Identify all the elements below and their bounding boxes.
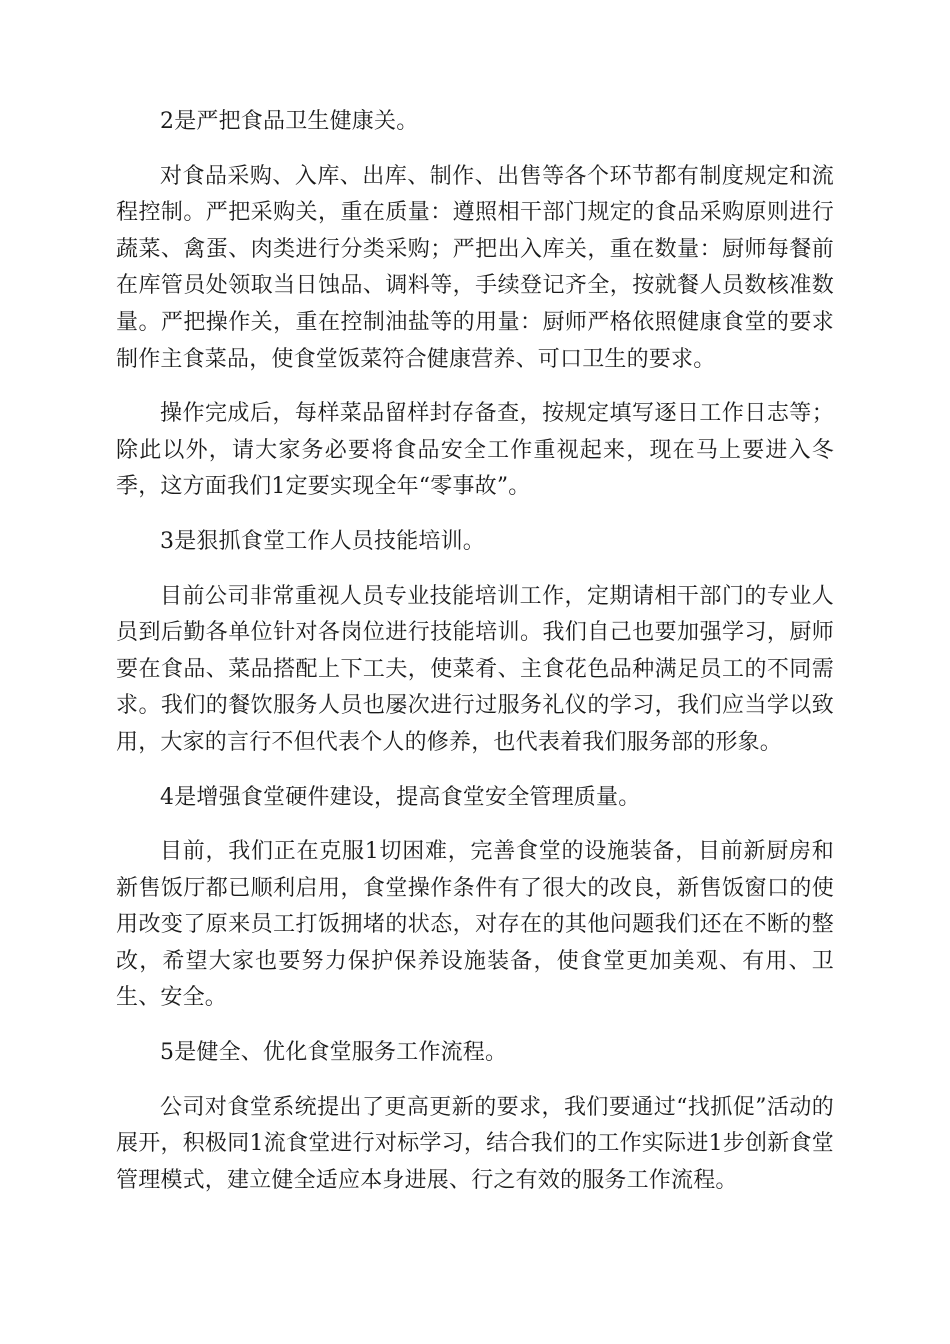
section-heading-3: 3是狠抓食堂工作人员技能培训。 [160, 528, 485, 554]
body-paragraph: 公司对食堂系统提出了更高更新的要求，我们要通过“找抓促”活动的展开，积极同1流食堂进行对标学习，结合我们的工作实际进1步创新食堂管理模式，建立健全适应本身进展、行之有效的服务工作流程。 [116, 1094, 834, 1193]
body-paragraph: 操作完成后，每样菜品留样封存备查，按规定填写逐日工作日志等；除此以外，请大家务必要将食品安全工作重视起来，现在马上要进入冬季，这方面我们1定要实现全年“零事故”。 [116, 401, 834, 500]
section-heading-2: 2是严把食品卫生健康关。 [160, 109, 419, 134]
body-paragraph: 目前，我们正在克服1切困难，完善食堂的设施装备，目前新厨房和新售饭厅都已顺利启用，食堂操作条件有了很大的改良，新售饭窗口的使用改变了原来员工打饭拥堵的状态，对存在的其他问题我们还在不断的整改，希望大家也要努力保护保养设施装备，使食堂更加美观、有用、卫生、安全。 [116, 839, 834, 1011]
body-paragraph: 对食品采购、入库、出库、制作、出售等各个环节都有制度规定和流程控制。严把采购关，重在质量：遵照相干部门规定的食品采购原则进行蔬菜、禽蛋、肉类进行分类采购；严把出入库关，重在数量：厨师每餐前在库管员处领取当日蚀品、调料等，手续登记齐全，按就餐人员数核准数量。严把操作关，重在控制油盐等的用量：厨师严格依照健康食堂的要求制作主食菜品，使食堂饭菜符合健康营养、可口卫生的要求。 [116, 163, 834, 372]
section-heading-5: 5是健全、优化食堂服务工作流程。 [160, 1040, 508, 1066]
body-paragraph: 目前公司非常重视人员专业技能培训工作，定期请相干部门的专业人员到后勤各单位针对各岗位进行技能培训。我们自己也要加强学习，厨师要在食品、菜品搭配上下工夫，使菜肴、主食花色品种满足员工的不同需求。我们的餐饮服务人员也屡次进行过服务礼仪的学习，我们应当学以致用，大家的言行不但代表个人的修养，也代表着我们服务部的形象。 [116, 583, 834, 755]
document-page [116, 104, 834, 1217]
section-heading-4: 4是增强食堂硬件建设，提高食堂安全管理质量。 [160, 784, 641, 810]
